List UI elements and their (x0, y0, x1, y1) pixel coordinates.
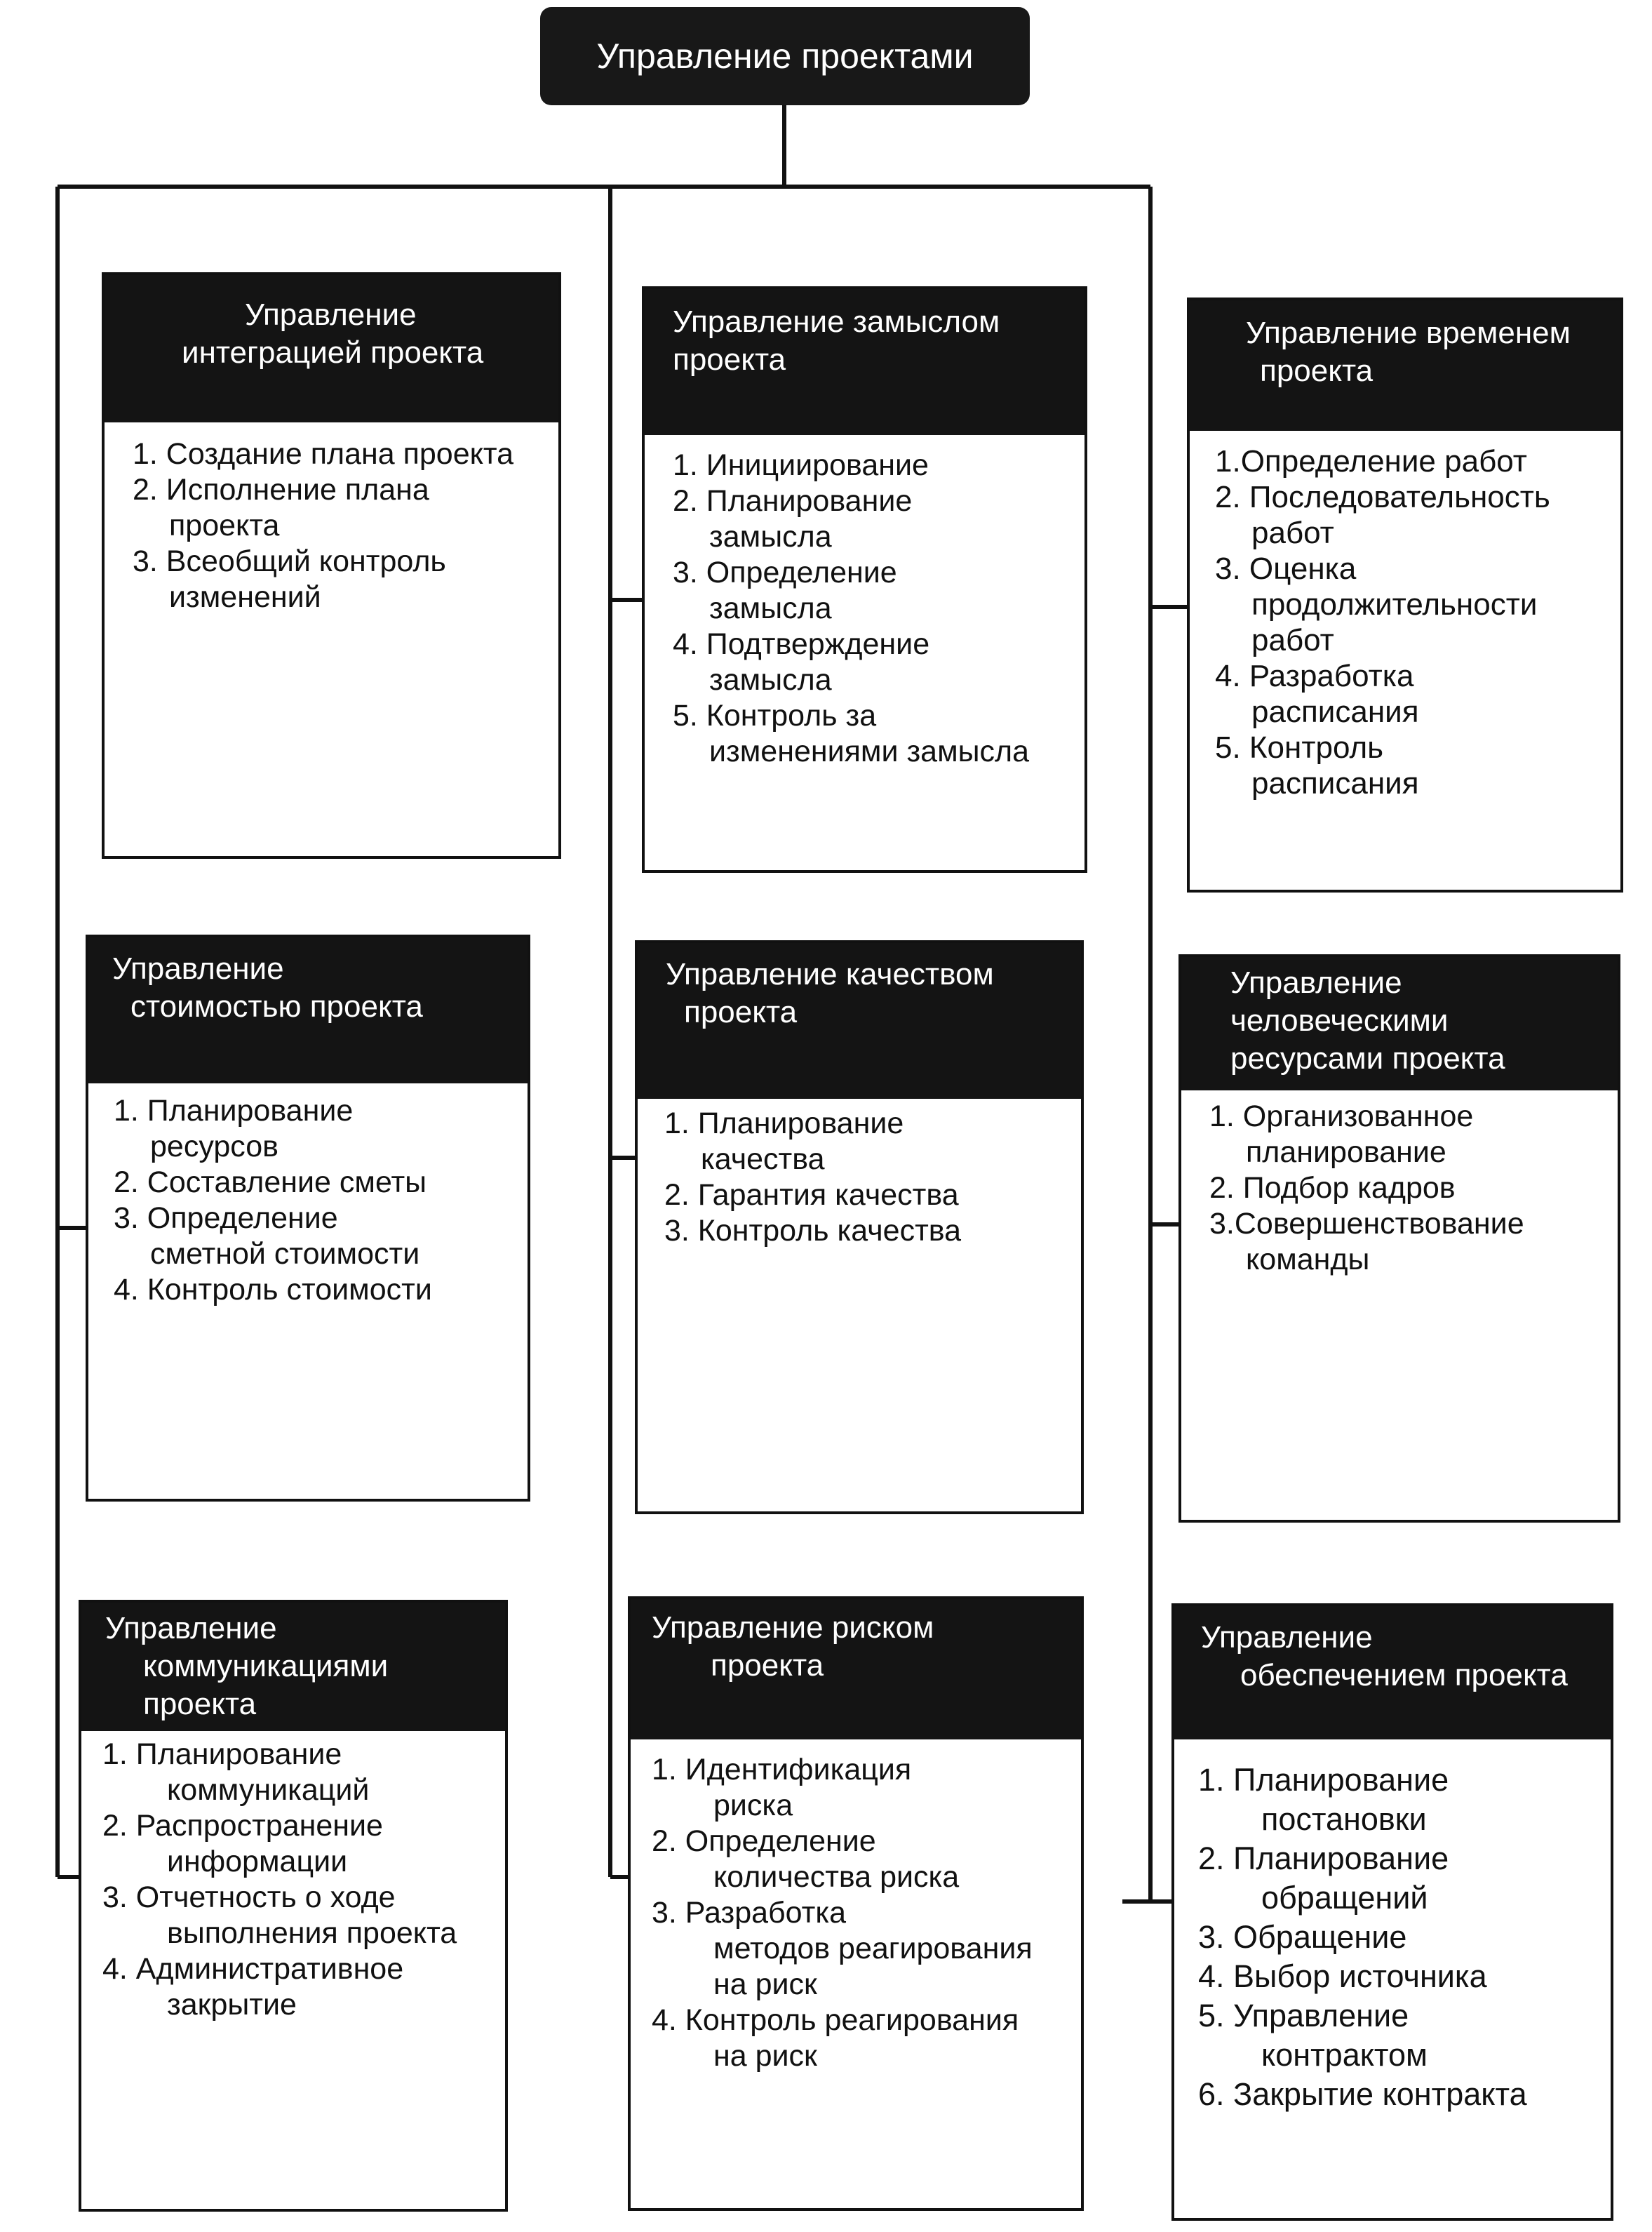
area-title-line: стоимостью проекта (130, 989, 423, 1024)
area-header (631, 1599, 1081, 1739)
list-item: 4. Контроль стоимости (114, 1273, 432, 1307)
area-risk (628, 1596, 1084, 2211)
list-item: 5. Контроль расписания (1215, 730, 1419, 801)
list-item: 3. Всеобщий контроль изменений (133, 544, 446, 614)
area-title-line: обеспечением проекта (1240, 1658, 1568, 1692)
area-process-list (1190, 431, 1620, 801)
area-title-line: Управление замыслом (673, 305, 1000, 339)
area-header (1174, 1606, 1611, 1739)
area-process-list (1174, 1739, 1611, 2114)
list-item: 3. Разработка методов реагирования на риск (652, 1896, 1033, 2001)
area-process-list (1181, 1090, 1618, 1278)
area-human-resources (1178, 954, 1620, 1523)
area-header (1181, 957, 1618, 1090)
area-process-list (631, 1739, 1081, 2074)
list-item: 3. Определение замысла (673, 556, 897, 625)
area-integration (102, 272, 561, 859)
area-header (1190, 300, 1620, 431)
list-item: 3. Определение сметной стоимости (114, 1201, 420, 1271)
list-item: 2. Последовательность работ (1215, 480, 1550, 550)
area-title-line: Управление качеством (666, 957, 994, 991)
list-item: 1. Создание плана проекта (133, 437, 514, 471)
area-title-line: Управление (105, 1611, 277, 1645)
area-process-list (638, 1099, 1081, 1249)
list-item: 4. Разработка расписания (1215, 659, 1419, 729)
list-item: 1. Планирование коммуникаций (102, 1737, 370, 1807)
area-procurement (1171, 1603, 1613, 2221)
area-title-line: Управление (245, 298, 417, 332)
area-process-list (88, 1083, 528, 1308)
list-item: 2. Планирование замысла (673, 484, 913, 554)
list-item: 2. Определение количества риска (652, 1824, 960, 1894)
area-title-line: коммуникациями (143, 1649, 389, 1683)
root-title: Управление проектами (596, 36, 974, 76)
list-item: 1. Планирование ресурсов (114, 1094, 354, 1163)
list-item: 2. Планирование обращений (1198, 1840, 1449, 1916)
area-title-line: проекта (711, 1648, 824, 1683)
list-item: 3. Контроль качества (664, 1214, 962, 1248)
list-item: 1. Планирование качества (664, 1107, 904, 1176)
list-item: 5. Контроль за изменениями замысла (673, 699, 1030, 768)
area-title-line: Управление временем (1246, 316, 1571, 350)
list-item: 3. Обращение (1198, 1919, 1407, 1955)
list-item: 4. Подтверждение замысла (673, 627, 930, 697)
list-item: 1. Организованное планирование (1209, 1100, 1474, 1169)
area-title-line: интеграцией проекта (182, 335, 484, 370)
area-header (645, 289, 1084, 435)
list-item: 4. Выбор источника (1198, 1958, 1487, 1994)
area-quality (635, 940, 1084, 1514)
list-item: 2. Распространение информации (102, 1809, 383, 1878)
list-item: 1.Определение работ (1215, 444, 1527, 479)
area-title-line: человеческими (1230, 1003, 1449, 1038)
area-title-line: проекта (143, 1687, 257, 1721)
area-title-line: Управление риском (652, 1610, 934, 1645)
area-scope (642, 286, 1087, 873)
area-title-line: проекта (673, 342, 786, 377)
area-communications (79, 1600, 508, 2212)
area-title-line: Управление (112, 951, 284, 986)
list-item: 3. Оценка продолжительности работ (1215, 552, 1538, 657)
list-item: 3. Отчетность о ходе выполнения проекта (102, 1880, 457, 1950)
area-title-line: проекта (684, 995, 798, 1029)
area-header (638, 943, 1081, 1099)
list-item: 3.Совершенствование команды (1209, 1207, 1524, 1276)
area-process-list (105, 422, 558, 615)
area-title-line: ресурсами проекта (1230, 1041, 1505, 1076)
list-item: 2. Гарантия качества (664, 1178, 959, 1212)
area-header (105, 275, 558, 422)
area-header (81, 1603, 505, 1731)
list-item: 1. Инициирование (673, 448, 929, 482)
list-item: 5. Управление контрактом (1198, 1998, 1428, 2073)
root-node-project-management (540, 7, 1030, 105)
area-title-line: Управление (1230, 965, 1402, 1000)
area-process-list (81, 1731, 505, 2023)
list-item: 1. Планирование постановки (1198, 1762, 1449, 1837)
area-title-line: проекта (1260, 354, 1374, 388)
list-item: 2. Исполнение плана проекта (133, 473, 429, 542)
list-item: 1. Идентификация риска (652, 1753, 912, 1822)
area-process-list (645, 435, 1084, 770)
area-title-line: Управление (1201, 1620, 1373, 1655)
list-item: 2. Составление сметы (114, 1165, 427, 1199)
list-item: 4. Административное закрытие (102, 1952, 404, 2022)
area-header (88, 937, 528, 1083)
area-time (1187, 298, 1623, 893)
list-item: 6. Закрытие контракта (1198, 2076, 1527, 2112)
list-item: 4. Контроль реагирования на риск (652, 2003, 1019, 2073)
area-cost (86, 935, 530, 1502)
list-item: 2. Подбор кадров (1209, 1171, 1456, 1205)
